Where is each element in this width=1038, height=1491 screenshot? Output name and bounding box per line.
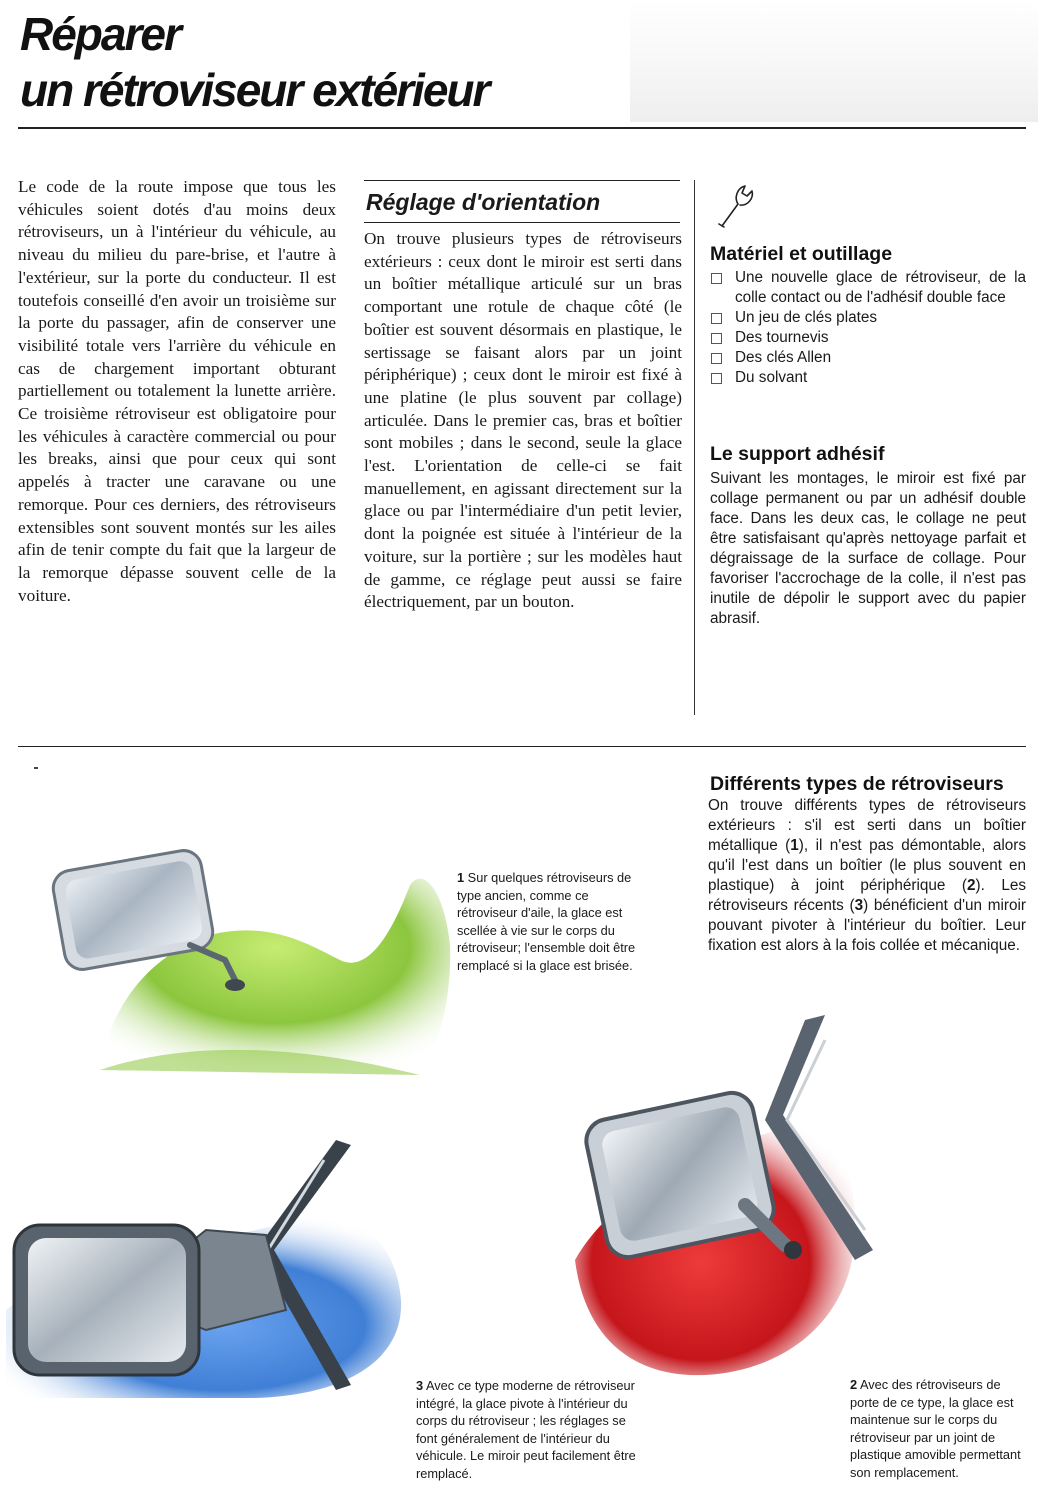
checkbox-icon xyxy=(711,313,722,324)
support-paragraph: Suivant les montages, le miroir est fixé par collage permanent ou par un adhésif double face. Dans les deux cas, le collage ne peut être satisfaisant qu'après nettoyage parfait et dégraissage de la surface de collage. Pour favoriser l'accrochage de la colle, il n'est pas inutile de dépolir le support avec du papier abrasif. xyxy=(710,470,1026,627)
list-item: Des clés Allen xyxy=(710,348,1026,368)
list-item: Des tournevis xyxy=(710,328,1026,348)
title-line-1: Réparer xyxy=(20,8,180,60)
wing-mirror-illustration xyxy=(40,835,460,1080)
header-rule xyxy=(18,127,1026,129)
reglage-heading: Réglage d'orientation xyxy=(366,189,601,215)
section-divider xyxy=(18,746,1026,747)
support-heading: Le support adhésif xyxy=(710,443,885,465)
stray-mark xyxy=(34,767,38,769)
checkbox-icon xyxy=(711,333,722,344)
page-corner-shade xyxy=(630,0,1038,122)
page-title xyxy=(20,6,640,118)
caption-1: 1 Sur quelques rétroviseurs de type ancien, comme ce rétroviseur d'aile, la glace est scellée à vie sur le corps du rétroviseur; l'ensemble doit être remplacé si la glace est brisée. xyxy=(457,870,636,973)
list-item: Un jeu de clés plates xyxy=(710,308,1026,328)
caption-3: 3 Avec ce type moderne de rétroviseur intégré, la glace pivote à l'intérieur du corps du rétroviseur ; les réglages se font généralement de l'intérieur du véhicule. Le miroir peut facilement être remplacé. xyxy=(416,1378,636,1481)
column-divider xyxy=(694,180,695,715)
intro-paragraph: Le code de la route impose que tous les véhicules soient dotés d'au moins deux rétroviseurs, un à l'intérieur du véhicule, au niveau du milieu du pare-brise, et l'autre à l'extérieur, sur la porte du conducteur. Il est toutefois conseillé d'en avoir un troisième sur la porte du passager, afin de conserver une visibilité totale vers l'arrière du véhicule en cas de chargement important obturant partiellement ou totalement la lunette arrière. Ce troisième rétroviseur est obligatoire pour les véhicules à caractère commercial ou pour les breaks, ainsi que pour ceux qui sont appelés à tracter une caravane ou une remorque. Pour ces derniers, des rétroviseurs extensibles sont souvent montés sur les ailes afin de tenir compte du fait que la largeur de la remorque dépasse souvent celle de la voiture. xyxy=(18,177,336,605)
reglage-paragraph: On trouve plusieurs types de rétroviseurs extérieurs : ceux dont le miroir est serti dans un boîtier métallique articulé sur un bras comportant une rotule de chaque côté (le boîtier est souvent désormais en plastique, le sertissage se faisant alors par un joint périphérique) ; ceux dont le miroir est fixé à une platine (le plus souvent par collage) articulée. Dans le premier cas, bras et boîtier sont mobiles ; dans le second, seule la glace l'est. L'orientation de celle-ci se fait manuellement, en agissant directement sur la glace ou par l'intermédiaire d'un petit levier, dont la poignée est située à l'intérieur de la voiture, sur la portière ; sur les modèles haut de gamme, ce réglage peut aussi se faire électriquement, par un bouton. xyxy=(364,229,682,612)
title-line-2: un rétroviseur extérieur xyxy=(20,64,489,116)
checkbox-icon xyxy=(711,373,722,384)
types-paragraph: On trouve différents types de rétroviseurs extérieurs : s'il est serti dans un boîtier métallique (1), il n'est pas démontable, alors qu'il l'est dans un boîtier (le plus souvent en plastique) à joint périphérique (2). Les rétroviseurs récents (3) bénéficient d'un miroir pouvant pivoter à l'intérieur du boîtier. Leur fixation est alors à la fois collée et mécanique. xyxy=(708,797,1026,954)
section-rule-top xyxy=(364,180,680,181)
list-item: Une nouvelle glace de rétroviseur, de la colle contact ou de l'adhésif double face xyxy=(710,268,1026,308)
list-item: Du solvant xyxy=(710,368,1026,388)
wrench-icon xyxy=(712,182,756,228)
types-heading: Différents types de rétroviseurs xyxy=(710,773,1004,795)
checkbox-icon xyxy=(711,353,722,364)
materiel-heading: Matériel et outillage xyxy=(710,243,893,265)
section-rule-bottom xyxy=(364,222,680,223)
integrated-mirror-illustration xyxy=(6,1130,406,1400)
checkbox-icon xyxy=(711,273,722,284)
caption-2: 2 Avec des rétroviseurs de porte de ce type, la glace est maintenue sur le corps du rétroviseur par un joint de plastique amovible permettant son remplacement. xyxy=(850,1377,1021,1480)
materiel-list xyxy=(710,268,1026,388)
door-mirror-illustration xyxy=(555,1010,875,1380)
